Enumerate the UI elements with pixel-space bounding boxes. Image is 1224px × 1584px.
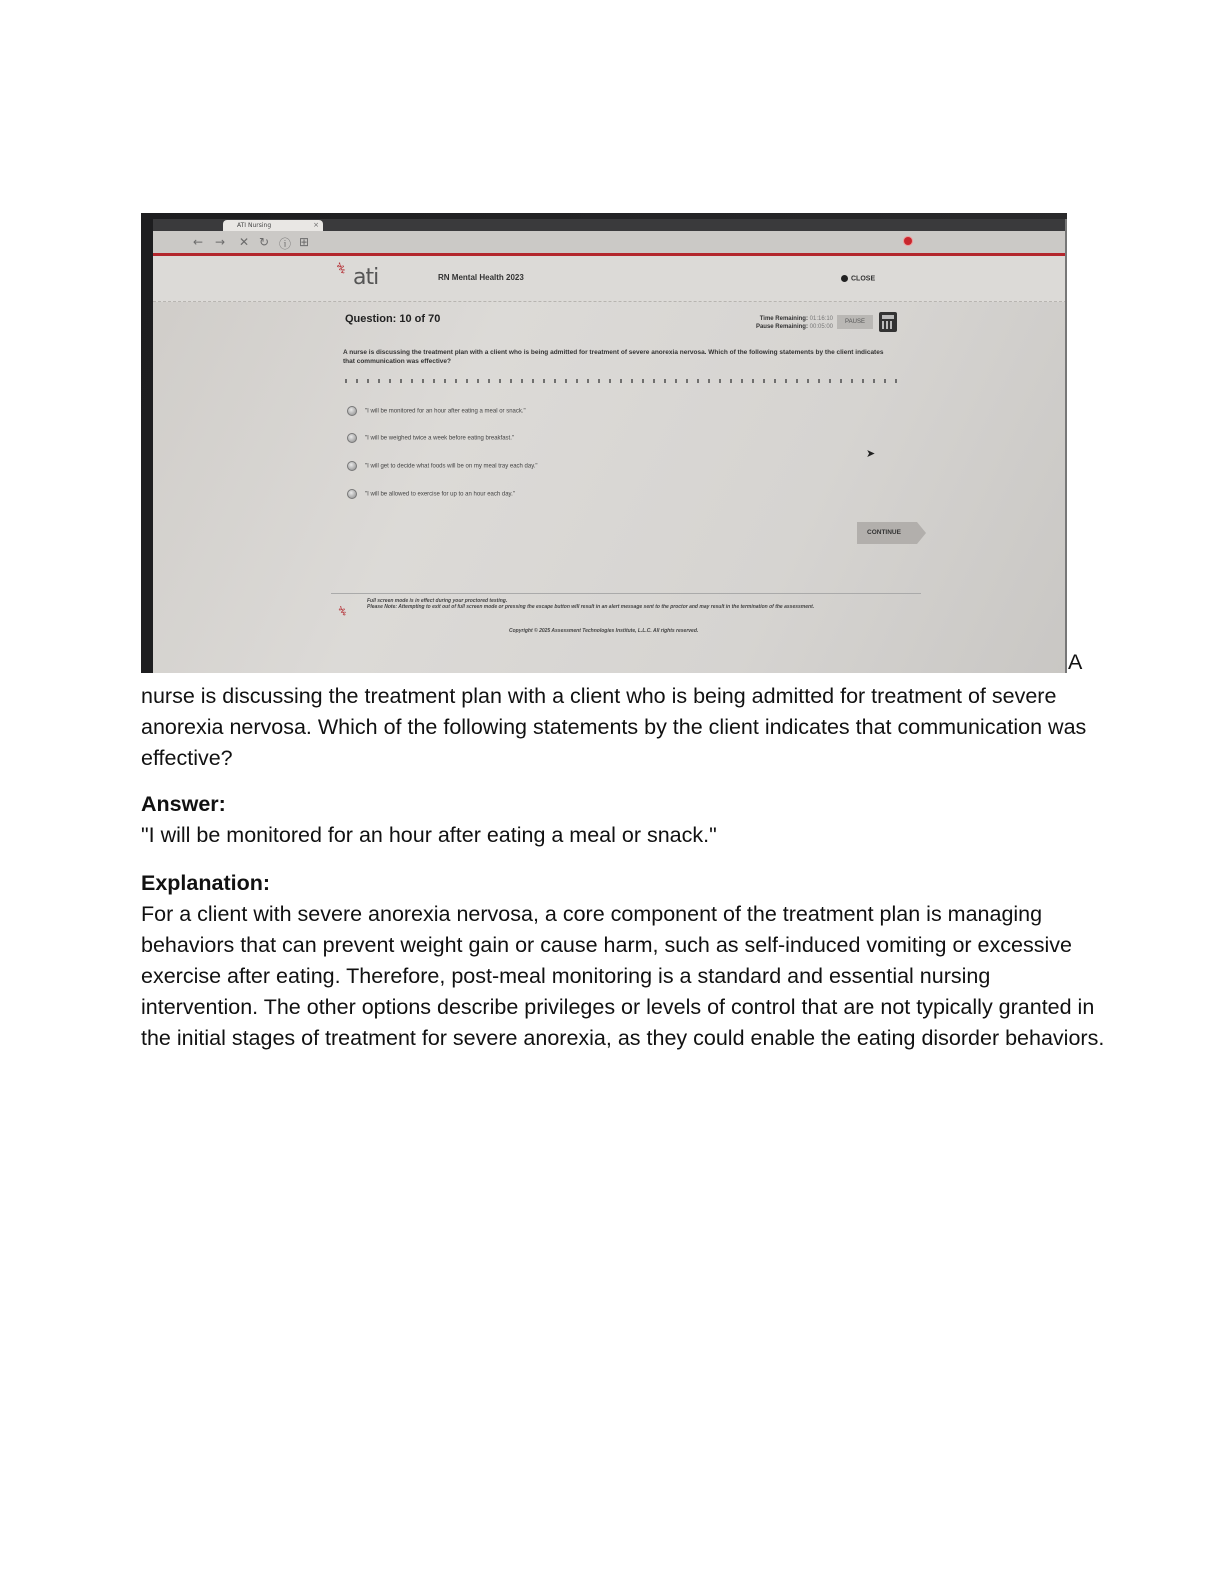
option-text: "I will be monitored for an hour after eating a meal or snack." <box>365 408 526 415</box>
question-text: A nurse is discussing the treatment plan with a client who is being admitted for treatment of severe anorexia nervosa. Which of the following statements by the client indicates that communication was effective? <box>343 349 884 365</box>
info-icon[interactable]: ⓘ <box>279 237 292 251</box>
radio-button[interactable] <box>347 489 357 499</box>
ati-logo-mark-icon: ⚕ <box>333 258 348 279</box>
explanation-heading: Explanation: <box>141 871 271 895</box>
copyright: Copyright © 2025 Assessment Technologies Institute, L.L.C. All rights reserved. <box>509 628 699 634</box>
time-remaining-value: 01:16:10 <box>809 316 833 322</box>
option-text: "I will get to decide what foods will be on my meal tray each day." <box>365 463 538 470</box>
browser-tab-bar <box>153 219 1067 231</box>
answer-option-2[interactable] <box>347 433 514 443</box>
app-header <box>153 256 1067 302</box>
timers <box>713 315 833 331</box>
recording-indicator-icon <box>904 237 912 245</box>
explanation-text: For a client with severe anorexia nervosa, a core component of the treatment plan is managing behaviors that can prevent weight gain or cause harm, such as self-induced vomiting or excessive exercise after eating. Therefore, post-meal monitoring is a standard and essential nursing intervention. The other options describe privileges or levels of control that are not typically granted in the initial stages of treatment for severe anorexia, as they could enable the eating disorder behaviors. <box>141 902 1105 1050</box>
option-text: "I will be allowed to exercise for up to an hour each day." <box>365 491 515 498</box>
reload-icon[interactable]: ↻ <box>259 235 270 249</box>
answer-option-4[interactable] <box>347 489 515 499</box>
screen-edge <box>1065 219 1067 673</box>
time-remaining-label: Time Remaining: <box>759 316 808 322</box>
laptop-screen <box>153 219 1067 673</box>
option-text: "I will be weighed twice a week before eating breakfast." <box>365 435 515 442</box>
radio-button[interactable] <box>347 433 357 443</box>
stop-icon[interactable]: ✕ <box>239 235 250 249</box>
back-arrow-icon[interactable]: ← <box>193 235 204 249</box>
radio-button[interactable] <box>347 406 357 416</box>
exam-screen-photo <box>141 213 1067 673</box>
footer-ati-mark-icon: ⚕ <box>335 602 350 620</box>
logo-text: ati <box>353 265 379 290</box>
exam-title: RN Mental Health 2023 <box>438 273 524 282</box>
close-circle-icon <box>841 275 848 282</box>
browser-tab-title: ATI Nursing <box>237 222 272 229</box>
close-tab-icon[interactable]: × <box>313 221 319 229</box>
calculator-icon[interactable] <box>879 312 897 332</box>
dotted-divider <box>345 379 900 383</box>
question-first-letter: A <box>1068 650 1083 674</box>
pause-button[interactable]: PAUSE <box>837 315 873 329</box>
footer-divider <box>331 593 921 594</box>
question-number: Question: 10 of 70 <box>345 313 441 325</box>
continue-button[interactable]: CONTINUE <box>857 522 917 544</box>
footer-line-1: Full screen mode is in effect during your proctored testing. <box>367 598 508 604</box>
pause-remaining-value: 00:05:00 <box>809 324 833 330</box>
footer-notice <box>367 598 917 610</box>
radio-button[interactable] <box>347 461 357 471</box>
forward-arrow-icon[interactable]: → <box>215 235 226 249</box>
pause-remaining-label: Pause Remaining: <box>755 324 808 330</box>
close-label: CLOSE <box>851 275 876 283</box>
tab-grid-icon[interactable]: ⊞ <box>299 235 310 249</box>
answer-option-3[interactable] <box>347 461 538 471</box>
browser-nav-bar <box>153 231 1067 253</box>
footer-line-2: Please Note: Attempting to exit out of full screen mode or pressing the escape button will result in an alert message sent to the proctor and may result in the termination of the assessment. <box>367 604 815 610</box>
close-button[interactable] <box>841 275 875 282</box>
browser-tab[interactable] <box>223 220 323 231</box>
mouse-cursor-icon: ➤ <box>866 447 876 460</box>
answer-text: "I will be monitored for an hour after eating a meal or snack." <box>141 823 717 847</box>
ati-logo <box>333 258 379 290</box>
answer-heading: Answer: <box>141 792 226 816</box>
question-paragraph: nurse is discussing the treatment plan with a client who is being admitted for treatment of severe anorexia nervosa. Which of the following statements by the client indicates that communication was effective? <box>141 684 1087 770</box>
answer-option-1[interactable] <box>347 406 526 416</box>
